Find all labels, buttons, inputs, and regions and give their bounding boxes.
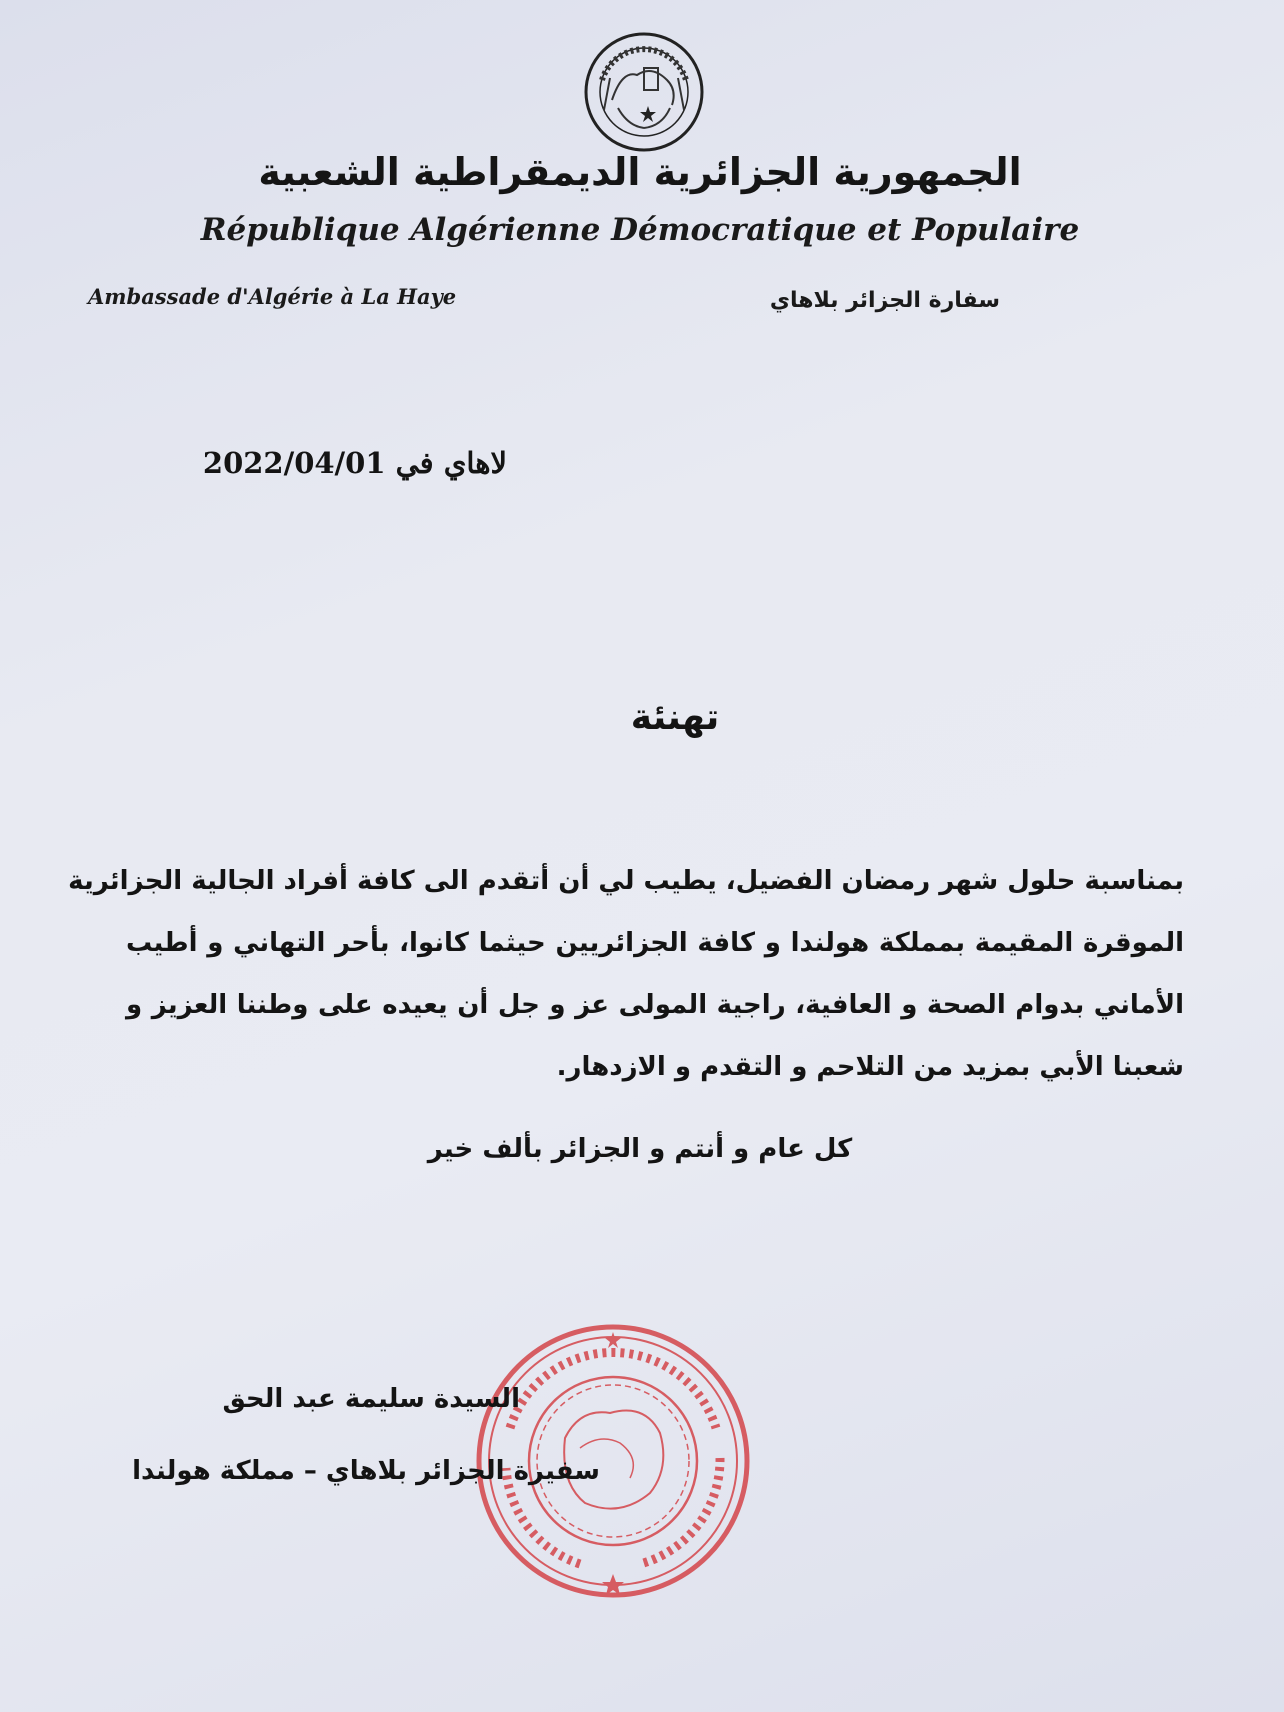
signer-name: السيدة سليمة عبد الحق	[222, 1384, 520, 1414]
body-line: شعبنا الأبي بمزيد من التلاحم و التقدم و الازدهار.	[556, 1052, 1184, 1082]
embassy-name-french: Ambassade d'Algérie à La Haye	[88, 284, 457, 309]
date-line: لاهاي في 2022/04/01	[202, 446, 508, 480]
signer-title: سفيرة الجزائر بلاهاي – مملكة هولندا	[132, 1456, 600, 1486]
body-line: الموقرة المقيمة بمملكة هولندا و كافة الجزائريين حيثما كانوا، بأحر التهاني و أطيب	[126, 928, 1184, 958]
national-emblem-icon	[582, 30, 706, 154]
embassy-name-arabic: سفارة الجزائر بلاهاي	[769, 288, 1000, 313]
closing-greeting: كل عام و أنتم و الجزائر بألف خير	[427, 1134, 853, 1164]
letter-heading: تهنئة	[630, 697, 720, 738]
body-line: بمناسبة حلول شهر رمضان الفضيل، يطيب لي أن أتقدم الى كافة أفراد الجالية الجزائرية	[68, 866, 1184, 896]
country-title-french: République Algérienne Démocratique et Populaire	[200, 212, 1080, 248]
body-line: الأماني بدوام الصحة و العافية، راجية المولى عز و جل أن يعيده على وطننا العزيز و	[126, 990, 1184, 1020]
country-title-arabic: الجمهورية الجزائرية الديمقراطية الشعبية	[258, 150, 1022, 194]
letter-body	[68, 850, 1184, 1098]
